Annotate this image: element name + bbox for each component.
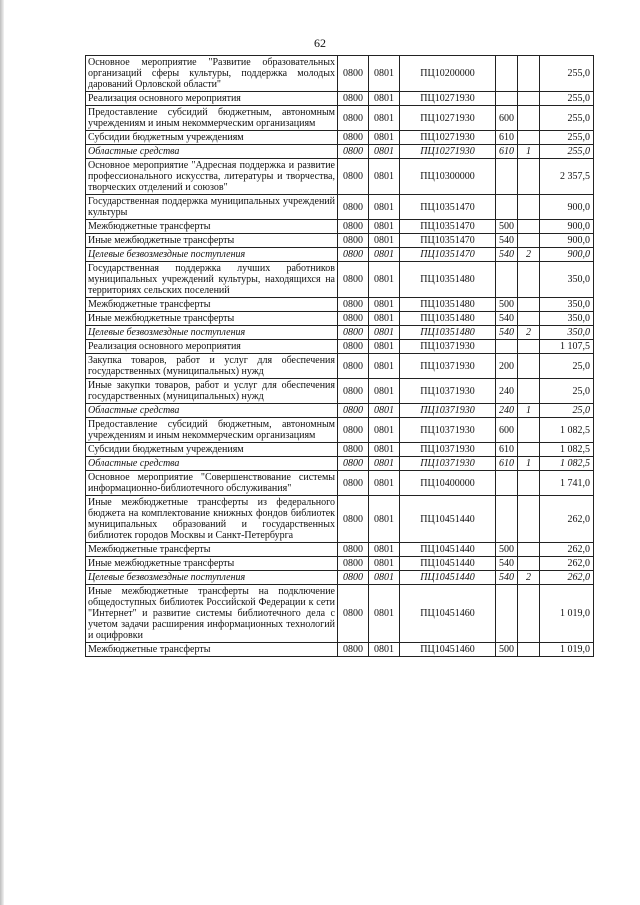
row-subsection-code: 0801 (369, 262, 400, 298)
row-expense-type: 540 (496, 234, 518, 248)
table-row (86, 404, 594, 418)
row-subsection-code: 0801 (369, 234, 400, 248)
scan-edge (0, 0, 4, 905)
row-section-code: 0800 (338, 92, 369, 106)
row-funding-source (518, 557, 540, 571)
row-amount: 262,0 (540, 571, 594, 585)
row-section-code: 0800 (338, 585, 369, 643)
row-target-article: ПЦ10351470 (400, 248, 496, 262)
table-row (86, 145, 594, 159)
row-subsection-code: 0801 (369, 354, 400, 379)
row-funding-source (518, 92, 540, 106)
row-funding-source: 2 (518, 571, 540, 585)
row-name: Иные закупки товаров, работ и услуг для обеспечения государственных (муниципальных) нужд (86, 379, 338, 404)
row-subsection-code: 0801 (369, 585, 400, 643)
table-row (86, 340, 594, 354)
row-target-article: ПЦ10451440 (400, 496, 496, 543)
row-section-code: 0800 (338, 543, 369, 557)
row-subsection-code: 0801 (369, 404, 400, 418)
page-number: 62 (314, 36, 326, 50)
row-name: Предоставление субсидий бюджетным, автономным учреждениям и иным некоммерческим организациям (86, 106, 338, 131)
row-funding-source (518, 220, 540, 234)
row-amount: 255,0 (540, 106, 594, 131)
table-row (86, 643, 594, 657)
row-funding-source (518, 643, 540, 657)
row-target-article: ПЦ10371930 (400, 418, 496, 443)
row-expense-type (496, 56, 518, 92)
row-name: Закупка товаров, работ и услуг для обеспечения государственных (муниципальных) нужд (86, 354, 338, 379)
row-section-code: 0800 (338, 220, 369, 234)
row-target-article: ПЦ10371930 (400, 443, 496, 457)
row-target-article: ПЦ10351470 (400, 220, 496, 234)
row-subsection-code: 0801 (369, 145, 400, 159)
row-expense-type: 610 (496, 131, 518, 145)
row-subsection-code: 0801 (369, 340, 400, 354)
row-target-article: ПЦ10271930 (400, 131, 496, 145)
row-section-code: 0800 (338, 457, 369, 471)
row-amount: 255,0 (540, 56, 594, 92)
row-target-article: ПЦ10271930 (400, 106, 496, 131)
row-funding-source: 2 (518, 326, 540, 340)
row-target-article: ПЦ10351480 (400, 326, 496, 340)
table-row (86, 585, 594, 643)
row-expense-type: 500 (496, 220, 518, 234)
row-expense-type (496, 159, 518, 195)
row-funding-source: 2 (518, 248, 540, 262)
row-name: Целевые безвозмездные поступления (86, 571, 338, 585)
row-amount: 1 082,5 (540, 457, 594, 471)
row-section-code: 0800 (338, 56, 369, 92)
table-row (86, 418, 594, 443)
budget-table (85, 55, 594, 657)
table-row (86, 379, 594, 404)
row-funding-source (518, 379, 540, 404)
row-subsection-code: 0801 (369, 496, 400, 543)
row-funding-source: 1 (518, 145, 540, 159)
row-name: Целевые безвозмездные поступления (86, 248, 338, 262)
row-section-code: 0800 (338, 195, 369, 220)
row-section-code: 0800 (338, 340, 369, 354)
row-funding-source: 1 (518, 404, 540, 418)
row-funding-source (518, 234, 540, 248)
row-expense-type: 600 (496, 418, 518, 443)
table-row (86, 326, 594, 340)
row-section-code: 0800 (338, 418, 369, 443)
table-body (86, 56, 594, 657)
row-section-code: 0800 (338, 354, 369, 379)
table-row (86, 248, 594, 262)
row-section-code: 0800 (338, 379, 369, 404)
row-subsection-code: 0801 (369, 248, 400, 262)
row-target-article: ПЦ10371930 (400, 340, 496, 354)
row-amount: 900,0 (540, 195, 594, 220)
table-row (86, 56, 594, 92)
row-target-article: ПЦ10271930 (400, 92, 496, 106)
row-subsection-code: 0801 (369, 571, 400, 585)
row-section-code: 0800 (338, 145, 369, 159)
row-section-code: 0800 (338, 404, 369, 418)
table-row (86, 471, 594, 496)
table-row (86, 234, 594, 248)
row-target-article: ПЦ10400000 (400, 471, 496, 496)
row-amount: 255,0 (540, 131, 594, 145)
row-expense-type: 540 (496, 571, 518, 585)
row-amount: 1 107,5 (540, 340, 594, 354)
row-name: Иные межбюджетные трансферты (86, 557, 338, 571)
row-expense-type (496, 585, 518, 643)
table-row (86, 496, 594, 543)
row-amount: 25,0 (540, 379, 594, 404)
row-funding-source (518, 585, 540, 643)
row-amount: 25,0 (540, 404, 594, 418)
row-name: Межбюджетные трансферты (86, 298, 338, 312)
row-section-code: 0800 (338, 496, 369, 543)
row-amount: 262,0 (540, 543, 594, 557)
row-section-code: 0800 (338, 298, 369, 312)
table-row (86, 298, 594, 312)
row-funding-source (518, 443, 540, 457)
row-expense-type: 200 (496, 354, 518, 379)
table-row (86, 106, 594, 131)
row-target-article: ПЦ10371930 (400, 354, 496, 379)
row-amount: 350,0 (540, 326, 594, 340)
row-subsection-code: 0801 (369, 457, 400, 471)
row-target-article: ПЦ10351480 (400, 312, 496, 326)
row-target-article: ПЦ10351480 (400, 262, 496, 298)
table-row (86, 220, 594, 234)
row-subsection-code: 0801 (369, 56, 400, 92)
row-funding-source (518, 56, 540, 92)
row-section-code: 0800 (338, 643, 369, 657)
row-expense-type (496, 92, 518, 106)
row-section-code: 0800 (338, 159, 369, 195)
row-name: Межбюджетные трансферты (86, 220, 338, 234)
row-subsection-code: 0801 (369, 326, 400, 340)
row-subsection-code: 0801 (369, 159, 400, 195)
row-name: Иные межбюджетные трансферты (86, 234, 338, 248)
row-amount: 350,0 (540, 312, 594, 326)
table-row (86, 354, 594, 379)
row-expense-type: 540 (496, 557, 518, 571)
row-subsection-code: 0801 (369, 298, 400, 312)
table-row (86, 262, 594, 298)
table-row (86, 131, 594, 145)
row-name: Основное мероприятие "Адресная поддержка и развитие профессионального искусства, литературы и творчества, творческих отделений и союзов" (86, 159, 338, 195)
row-amount: 1 082,5 (540, 418, 594, 443)
row-amount: 255,0 (540, 145, 594, 159)
table-row (86, 159, 594, 195)
row-name: Предоставление субсидий бюджетным, автономным учреждениям и иным некоммерческим организациям (86, 418, 338, 443)
row-subsection-code: 0801 (369, 131, 400, 145)
row-expense-type: 500 (496, 643, 518, 657)
table-row (86, 543, 594, 557)
row-amount: 350,0 (540, 262, 594, 298)
row-funding-source (518, 159, 540, 195)
row-amount: 1 019,0 (540, 643, 594, 657)
row-name: Государственная поддержка лучших работников муниципальных учреждений культуры, находящихся на территориях сельских поселений (86, 262, 338, 298)
row-name: Реализация основного мероприятия (86, 92, 338, 106)
row-funding-source (518, 298, 540, 312)
row-section-code: 0800 (338, 326, 369, 340)
row-name: Межбюджетные трансферты (86, 643, 338, 657)
row-amount: 25,0 (540, 354, 594, 379)
row-subsection-code: 0801 (369, 92, 400, 106)
row-name: Реализация основного мероприятия (86, 340, 338, 354)
row-amount: 350,0 (540, 298, 594, 312)
row-section-code: 0800 (338, 443, 369, 457)
row-subsection-code: 0801 (369, 543, 400, 557)
row-subsection-code: 0801 (369, 557, 400, 571)
row-funding-source (518, 262, 540, 298)
row-amount: 1 019,0 (540, 585, 594, 643)
row-amount: 900,0 (540, 248, 594, 262)
row-name: Субсидии бюджетным учреждениям (86, 443, 338, 457)
row-amount: 1 741,0 (540, 471, 594, 496)
table-row (86, 312, 594, 326)
row-target-article: ПЦ10451440 (400, 571, 496, 585)
row-funding-source (518, 354, 540, 379)
row-amount: 1 082,5 (540, 443, 594, 457)
row-funding-source (518, 543, 540, 557)
row-subsection-code: 0801 (369, 195, 400, 220)
row-target-article: ПЦ10271930 (400, 145, 496, 159)
row-section-code: 0800 (338, 312, 369, 326)
row-subsection-code: 0801 (369, 471, 400, 496)
row-subsection-code: 0801 (369, 312, 400, 326)
row-target-article: ПЦ10371930 (400, 404, 496, 418)
row-funding-source (518, 418, 540, 443)
row-target-article: ПЦ10200000 (400, 56, 496, 92)
row-subsection-code: 0801 (369, 220, 400, 234)
row-name: Межбюджетные трансферты (86, 543, 338, 557)
row-expense-type: 610 (496, 443, 518, 457)
table-row (86, 557, 594, 571)
row-expense-type (496, 471, 518, 496)
row-expense-type (496, 262, 518, 298)
row-subsection-code: 0801 (369, 106, 400, 131)
row-expense-type: 610 (496, 145, 518, 159)
row-funding-source (518, 496, 540, 543)
row-section-code: 0800 (338, 248, 369, 262)
row-expense-type: 500 (496, 543, 518, 557)
row-target-article: ПЦ10351470 (400, 234, 496, 248)
row-funding-source (518, 131, 540, 145)
row-funding-source (518, 195, 540, 220)
row-name: Целевые безвозмездные поступления (86, 326, 338, 340)
row-target-article: ПЦ10300000 (400, 159, 496, 195)
row-subsection-code: 0801 (369, 379, 400, 404)
row-expense-type: 540 (496, 248, 518, 262)
table-row (86, 443, 594, 457)
row-amount: 262,0 (540, 557, 594, 571)
row-target-article: ПЦ10451460 (400, 643, 496, 657)
table-row (86, 457, 594, 471)
row-amount: 900,0 (540, 234, 594, 248)
table-row (86, 195, 594, 220)
row-name: Основное мероприятие "Совершенствование системы информационно-библиотечного обслуживания" (86, 471, 338, 496)
row-expense-type: 500 (496, 298, 518, 312)
row-subsection-code: 0801 (369, 643, 400, 657)
row-section-code: 0800 (338, 131, 369, 145)
row-name: Иные межбюджетные трансферты (86, 312, 338, 326)
row-amount: 262,0 (540, 496, 594, 543)
row-expense-type (496, 195, 518, 220)
row-name: Иные межбюджетные трансферты из федерального бюджета на комплектование книжных фондов библиотек муниципальных образований и государственных библиотек городов Москвы и Санкт-Петербурга (86, 496, 338, 543)
row-name: Иные межбюджетные трансферты на подключение общедоступных библиотек Российской Федерации к сети "Интернет" и развитие системы библиотечного дела с учетом задачи расширения информационных технологий и оцифровки (86, 585, 338, 643)
row-target-article: ПЦ10371930 (400, 379, 496, 404)
table-row (86, 571, 594, 585)
row-section-code: 0800 (338, 557, 369, 571)
row-target-article: ПЦ10451440 (400, 543, 496, 557)
row-name: Основное мероприятие "Развитие образовательных организаций сферы культуры, поддержка молодых дарований Орловской области" (86, 56, 338, 92)
row-section-code: 0800 (338, 234, 369, 248)
row-target-article: ПЦ10451460 (400, 585, 496, 643)
row-expense-type: 600 (496, 106, 518, 131)
row-target-article: ПЦ10371930 (400, 457, 496, 471)
row-name: Областные средства (86, 457, 338, 471)
row-expense-type: 540 (496, 326, 518, 340)
row-subsection-code: 0801 (369, 443, 400, 457)
row-expense-type: 610 (496, 457, 518, 471)
row-amount: 900,0 (540, 220, 594, 234)
row-section-code: 0800 (338, 471, 369, 496)
row-funding-source (518, 312, 540, 326)
row-funding-source (518, 106, 540, 131)
row-name: Областные средства (86, 404, 338, 418)
row-amount: 2 357,5 (540, 159, 594, 195)
row-name: Областные средства (86, 145, 338, 159)
row-funding-source: 1 (518, 457, 540, 471)
row-amount: 255,0 (540, 92, 594, 106)
row-target-article: ПЦ10351480 (400, 298, 496, 312)
row-funding-source (518, 340, 540, 354)
row-section-code: 0800 (338, 571, 369, 585)
row-expense-type: 540 (496, 312, 518, 326)
row-expense-type: 240 (496, 404, 518, 418)
row-section-code: 0800 (338, 106, 369, 131)
row-target-article: ПЦ10351470 (400, 195, 496, 220)
table-row (86, 92, 594, 106)
row-subsection-code: 0801 (369, 418, 400, 443)
row-expense-type (496, 496, 518, 543)
row-expense-type: 240 (496, 379, 518, 404)
row-expense-type (496, 340, 518, 354)
row-name: Государственная поддержка муниципальных учреждений культуры (86, 195, 338, 220)
row-target-article: ПЦ10451440 (400, 557, 496, 571)
row-name: Субсидии бюджетным учреждениям (86, 131, 338, 145)
row-funding-source (518, 471, 540, 496)
row-section-code: 0800 (338, 262, 369, 298)
